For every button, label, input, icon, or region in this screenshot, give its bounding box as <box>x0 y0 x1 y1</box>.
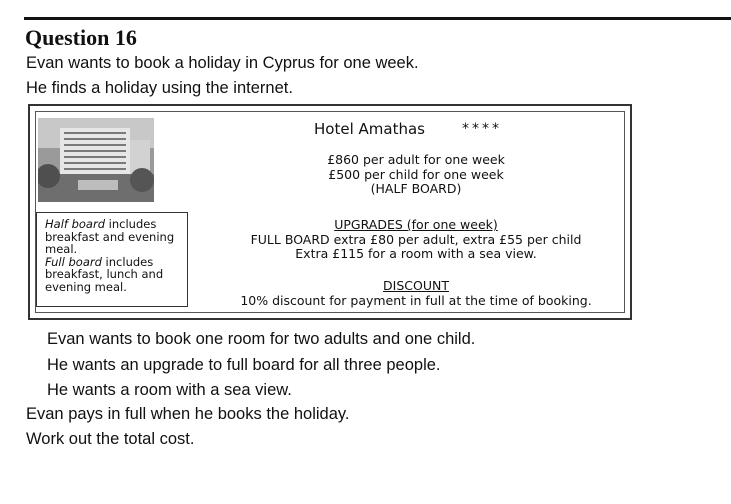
detail-line-1: Evan wants to book one room for two adults and one child. <box>47 330 476 348</box>
question-title: Question 16 <box>25 25 137 50</box>
board-definitions-box <box>36 212 188 307</box>
half-board-desc-end: meal. <box>45 242 78 257</box>
full-board-desc: breakfast, lunch and <box>45 267 164 282</box>
upgrade-sea-view: Extra £115 for a room with a sea view. <box>295 246 537 261</box>
half-board-desc: breakfast and evening <box>45 229 175 244</box>
price-child: £500 per child for one week <box>328 166 504 182</box>
full-board-term: Full board <box>45 254 102 269</box>
full-board-desc-end: evening meal. <box>45 279 127 294</box>
detail-line-3: He wants a room with a sea view. <box>47 381 292 399</box>
hotel-photo <box>38 118 154 202</box>
upgrades-heading: UPGRADES (for one week) <box>334 217 498 232</box>
closing-line-1: Evan pays in full when he books the holiday. <box>26 405 350 423</box>
discount-text: 10% discount for payment in full at the time of booking. <box>240 292 592 308</box>
detail-line-2: He wants an upgrade to full board for all three people. <box>47 356 441 374</box>
intro-line-2: He finds a holiday using the internet. <box>26 79 293 97</box>
upgrade-full-board: FULL BOARD extra £80 per adult, extra £55 per child <box>250 231 582 247</box>
price-list <box>300 153 532 197</box>
half-board-term: Half board <box>45 217 106 231</box>
closing-line-2: Work out the total cost. <box>26 430 195 448</box>
intro-line-1: Evan wants to book a holiday in Cyprus for one week. <box>26 54 419 72</box>
top-rule <box>24 17 731 20</box>
half-board-line: Half board includes <box>45 217 157 231</box>
hotel-name: Hotel Amathas <box>314 120 425 138</box>
full-board-line: Full board includes <box>45 254 154 269</box>
hotel-star-rating: **** <box>462 121 502 137</box>
board-type: (HALF BOARD) <box>370 181 462 196</box>
price-adult: £860 per adult for one week <box>327 152 505 167</box>
discount-section <box>210 279 622 308</box>
discount-heading: DISCOUNT <box>383 278 449 293</box>
upgrades-section <box>210 218 622 262</box>
